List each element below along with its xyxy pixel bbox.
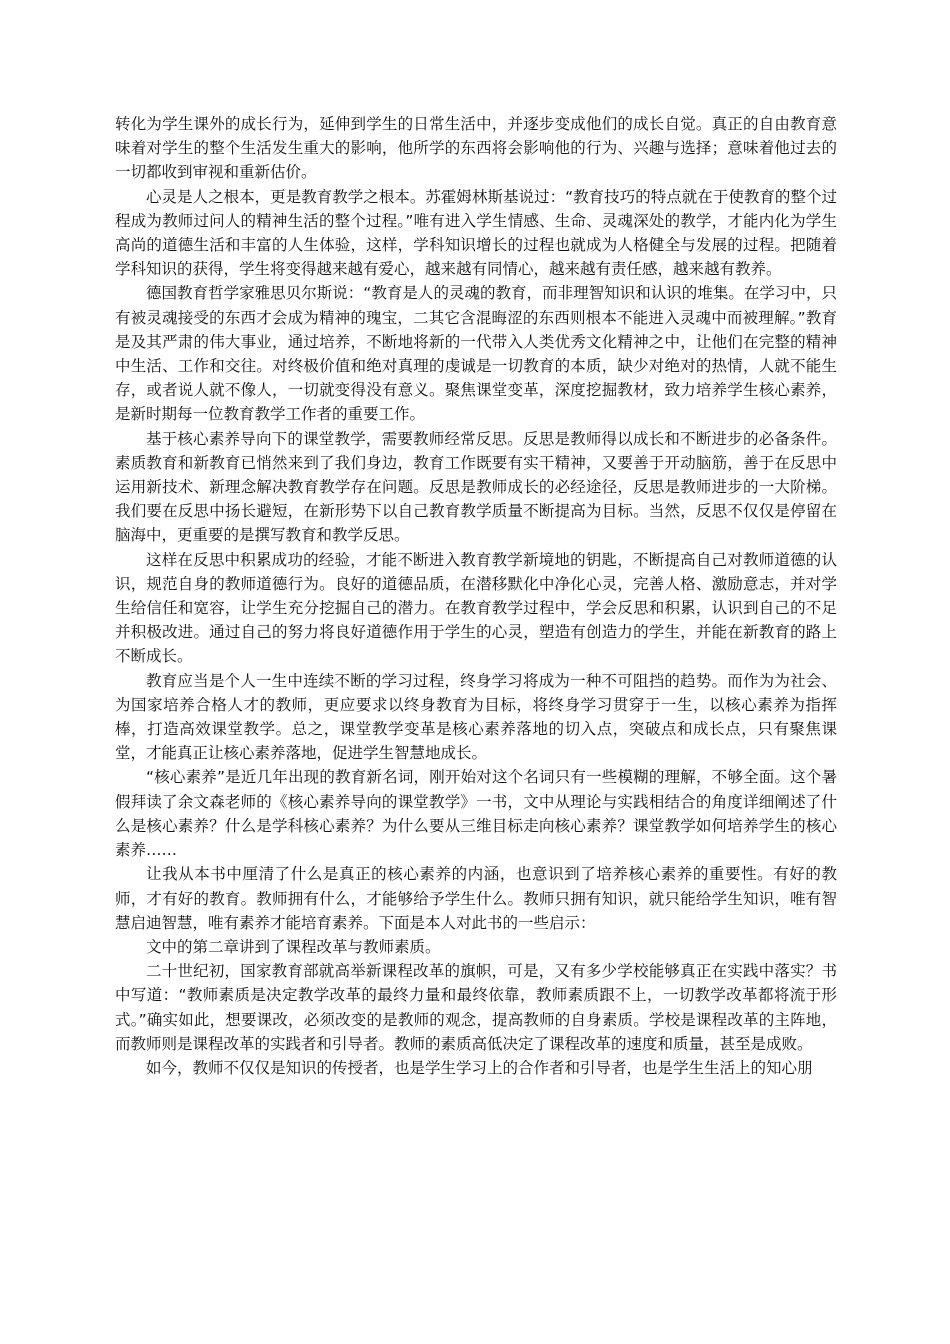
paragraph-2: 心灵是人之根本，更是教育教学之根本。苏霍姆林斯基说过：“教育技巧的特点就在于使教育的整个过程成为教师过问人的精神生活的整个过程。”唯有进入学生情感、生命、灵魂深处的教学，才能内化为学生高尚的道德生活和丰富的人生体验，这样，学科知识增长的过程也就成为人格健全与发展的过程。把随着学科知识的获得，学生将变得越来越有爱心，越来越有同情心，越来越有责任感，越来越有教养。	[115, 187, 837, 279]
paragraph-9: 文中的第二章讲到了课程改革与教师素质。	[146, 937, 441, 956]
paragraph-11: 如今，教师不仅仅是知识的传授者，也是学生学习上的合作者和引导者，也是学生生活上的知心朋	[146, 1058, 813, 1077]
paragraph-4: 基于核心素养导向下的课堂教学，需要教师经常反思。反思是教师得以成长和不断进步的必备条件。素质教育和新教育已悄然来到了我们身边，教育工作既要有实干精神，又要善于开动脑筋，善于在反思中运用新技术、新理念解决教育教学存在问题。反思是教师成长的必经途径，反思是教师进步的一大阶梯。我们要在反思中扬长避短，在新形势下以自己教育教学质量不断提高为目标。当然，反思不仅仅是停留在脑海中，更重要的是撰写教育和教学反思。	[115, 429, 837, 545]
paragraph-7: “核心素养”是近几年出现的教育新名词，刚开始对这个名词只有一些模糊的理解，不够全面。这个暑假拜读了余文森老师的《核心素养导向的课堂教学》一书，文中从理论与实践相结合的角度详细阐述了什么是核心素养？什么是学科核心素养？为什么要从三维目标走向核心素养？课堂教学如何培养学生的核心素养……	[115, 768, 837, 860]
paragraph-3: 德国教育哲学家雅思贝尔斯说：“教育是人的灵魂的教育，而非理智知识和认识的堆集。在学习中，只有被灵魂接受的东西才会成为精神的瑰宝，二其它含混晦涩的东西则根本不能进入灵魂中而被理解。”教育是及其严肃的伟大事业，通过培养，不断地将新的一代带入人类优秀文化精神之中，让他们在完整的精神中生活、工作和交往。对终极价值和绝对真理的虔诚是一切教育的本质，缺少对绝对的热情，人就不能生存，或者说人就不像人，一切就变得没有意义。聚焦课堂变革，深度挖掘教材，致力培养学生核心素养，是新时期每一位教育教学工作者的重要工作。	[115, 284, 837, 424]
paragraph-5: 这样在反思中积累成功的经验，才能不断进入教育教学新境地的钥匙，不断提高自己对教师道德的认识，规范自身的教师道德行为。良好的道德品质，在潜移默化中净化心灵，完善人格、激励意志，并对学生给信任和宽容，让学生充分挖掘自己的潜力。在教育教学过程中，学会反思和积累，认识到自己的不足并积极改进。通过自己的努力将良好道德作用于学生的心灵，塑造有创造力的学生，并能在新教育的路上不断成长。	[115, 550, 837, 666]
paragraph-10: 二十世纪初，国家教育部就高举新课程改革的旗帜，可是，又有多少学校能够真正在实践中落实？书中写道：“教师素质是决定教学改革的最终力量和最终依靠，教师素质跟不上，一切教学改革都将流于形式。”确实如此，想要课改，必须改变的是教师的观念，提高教师的自身素质。学校是课程改革的主阵地，而教师则是课程改革的实践者和引导者。教师的素质高低决定了课程改革的速度和质量，甚至是成败。	[115, 962, 837, 1053]
paragraph-1: 转化为学生课外的成长行为，延伸到学生的日常生活中，并逐步变成他们的成长自觉。真正的自由教育意味着对学生的整个生活发生重大的影响，他所学的东西将会影响他的行为、兴趣与选择；意味着他过去的一切都收到审视和重新估价。	[115, 115, 837, 182]
paragraph-6: 教育应当是个人一生中连续不断的学习过程，终身学习将成为一种不可阻挡的趋势。而作为为社会、为国家培养合格人才的教师，更应要求以终身教育为目标，将终身学习贯穿于一生，以核心素养为指挥棒，打造高效课堂教学。总之，课堂教学变革是核心素养落地的切入点，突破点和成长点，只有聚焦课堂，才能真正让核心素养落地，促进学生智慧地成长。	[115, 671, 837, 763]
document-page	[115, 112, 837, 1080]
paragraph-8: 让我从本书中厘清了什么是真正的核心素养的内涵，也意识到了培养核心素养的重要性。有好的教师，才有好的教育。教师拥有什么，才能够给予学生什么。教师只拥有知识，就只能给学生知识，唯有智慧启迪智慧，唯有素养才能培育素养。下面是本人对此书的一些启示：	[115, 865, 837, 932]
